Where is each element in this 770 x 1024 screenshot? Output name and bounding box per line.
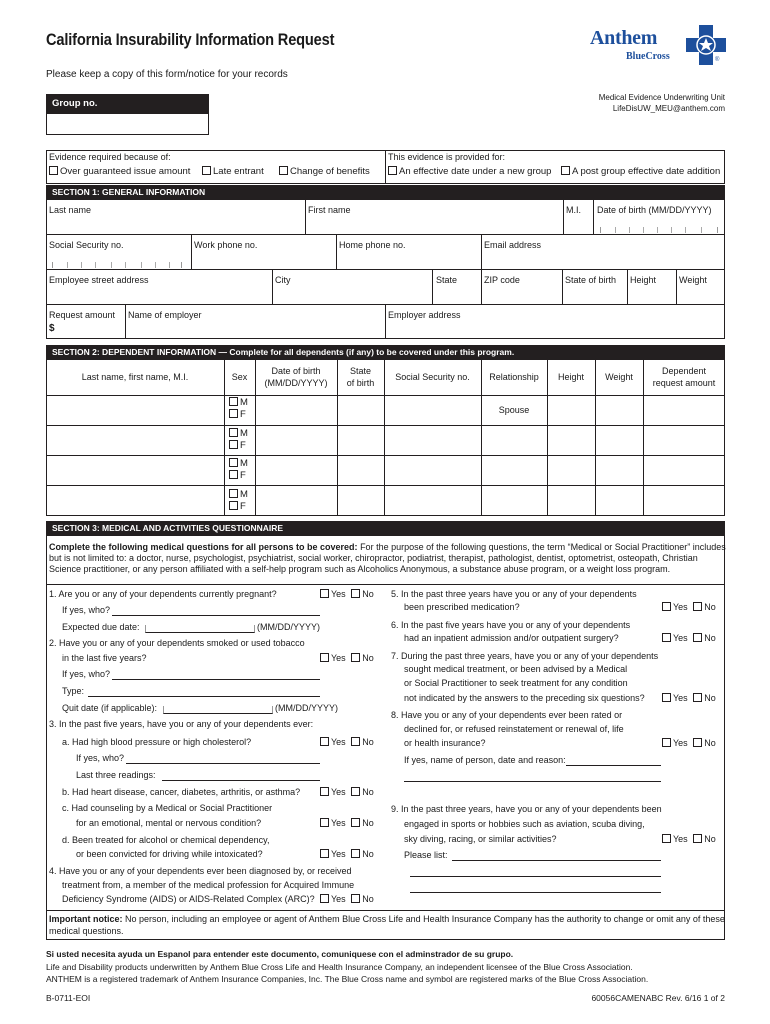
- state-of-birth-field[interactable]: State of birth: [565, 275, 617, 285]
- q7-answer[interactable]: Yes No: [662, 693, 716, 704]
- logo-wordmark: Anthem: [590, 27, 658, 49]
- q7-line1: 7. During the past three years, have you or any of your dependents: [391, 651, 659, 661]
- street-field[interactable]: Employee street address: [49, 275, 149, 285]
- group-no-field[interactable]: [46, 113, 209, 135]
- logo-bluecross: BlueCross: [626, 51, 670, 62]
- subtitle: Please keep a copy of this form/notice for your records: [46, 69, 288, 80]
- q8-reason: If yes, name of person, date and reason:: [404, 755, 566, 765]
- quit-date-field[interactable]: [163, 706, 273, 714]
- checkbox[interactable]: [229, 458, 238, 467]
- q2-line1: 2. Have you or any of your dependents smoked or used tobacco: [49, 638, 305, 648]
- form-number: B-0711-EOI: [46, 993, 91, 1003]
- q3a: a. Had high blood pressure or high cholesterol?: [62, 737, 252, 747]
- q5-answer[interactable]: Yes No: [662, 602, 716, 613]
- important-notice-2: medical questions.: [49, 926, 124, 936]
- q4-line3: Deficiency Syndrome (AIDS) or AIDS-Related Complex (ARC)?: [62, 894, 315, 904]
- checkbox[interactable]: [229, 428, 238, 437]
- option-change-benefits[interactable]: Change of benefits: [279, 166, 370, 177]
- checkbox[interactable]: [279, 166, 288, 175]
- intro-line2: but is not limited to: a doctor, nurse, psychologist, psychiatrist, social worker, chiropractor, podiatrist, therapist, pathologist, dentist, optometrist, osteopath, Christian: [49, 553, 698, 563]
- q3c-line1: c. Had counseling by a Medical or Social Practitioner: [62, 803, 273, 813]
- q3a-who: If yes, who?: [76, 753, 125, 763]
- spouse-label: Spouse: [498, 405, 530, 415]
- q9-answer[interactable]: Yes No: [662, 834, 716, 845]
- option-guaranteed[interactable]: Over guaranteed issue amount: [49, 166, 190, 177]
- q9-list-line2[interactable]: [410, 876, 661, 877]
- unit-name: Medical Evidence Underwriting Unit: [598, 93, 725, 102]
- q8-line1: 8. Have you or any of your dependents ever been rated or: [391, 710, 623, 720]
- ssn-ticks: [52, 262, 182, 268]
- q7-line4: not indicated by the answers to the preceding six questions?: [404, 693, 645, 703]
- sex-f-2[interactable]: F: [229, 440, 246, 451]
- q1-who-line[interactable]: [112, 615, 320, 616]
- section2-header: SECTION 2: DEPENDENT INFORMATION — Complete for all dependents (if any) to be covered under this program.: [46, 345, 725, 359]
- work-phone-field[interactable]: Work phone no.: [194, 240, 258, 250]
- checkbox[interactable]: [229, 489, 238, 498]
- q9-list-line1[interactable]: [452, 860, 661, 861]
- zip-field[interactable]: ZIP code: [484, 275, 520, 285]
- home-phone-field[interactable]: Home phone no.: [339, 240, 406, 250]
- checkbox[interactable]: [202, 166, 211, 175]
- q3d-answer[interactable]: Yes No: [320, 849, 374, 860]
- underwriting-unit: [560, 92, 725, 114]
- q6-line1: 6. In the past five years have you or any of your dependents: [391, 620, 631, 630]
- q4-answer[interactable]: Yes No: [320, 894, 374, 905]
- q1: 1. Are you or any of your dependents currently pregnant?: [49, 589, 277, 599]
- checkbox[interactable]: [49, 166, 58, 175]
- q3b-answer[interactable]: Yes No: [320, 787, 374, 798]
- q2-format: (MM/DD/YYYY): [275, 703, 338, 713]
- employer-name-field[interactable]: Name of employer: [128, 310, 202, 320]
- first-name-field[interactable]: First name: [308, 205, 351, 215]
- registered-mark: ®: [715, 57, 720, 63]
- col-state-birth: State of birth: [346, 366, 375, 388]
- col-name: Last name, first name, M.I.: [81, 372, 189, 382]
- q2-quit: Quit date (if applicable):: [62, 703, 158, 713]
- option-new-group[interactable]: An effective date under a new group: [388, 166, 551, 177]
- checkbox[interactable]: [388, 166, 397, 175]
- evidence-because-label: Evidence required because of:: [49, 152, 171, 162]
- sex-m-4[interactable]: M: [229, 489, 248, 500]
- q7-line3: or Social Practitioner to seek treatment for any condition: [404, 678, 628, 688]
- q3c-line2: for an emotional, mental or nervous condition?: [76, 818, 262, 828]
- q3: 3. In the past five years, have you or any of your dependents ever:: [49, 719, 314, 729]
- checkbox[interactable]: [229, 470, 238, 479]
- request-amount-field[interactable]: Request amount: [49, 310, 116, 320]
- col-dob: Date of birth (MM/DD/YYYY): [264, 366, 328, 388]
- sex-f-1[interactable]: F: [229, 409, 246, 420]
- q3a-readings: Last three readings:: [76, 770, 156, 780]
- checkbox[interactable]: [561, 166, 570, 175]
- q5-line1: 5. In the past three years have you or any of your dependents: [391, 589, 637, 599]
- q9-list: Please list:: [404, 850, 448, 860]
- q8-reason-line1[interactable]: [566, 765, 661, 766]
- dollar-sign: $: [49, 323, 55, 334]
- intro-line1: Complete the following medical questions for all persons to be covered: For the purpose of the following questions, the term “Medical or Social Practitioner” includes: [49, 542, 726, 552]
- q3d-line2: or been convicted for driving while intoxicated?: [76, 849, 263, 859]
- q7-line2: sought medical treatment, or been advised by a Medical: [404, 664, 628, 674]
- q2-type: Type:: [62, 686, 85, 696]
- q3a-readings-line[interactable]: [162, 780, 320, 781]
- col-dep-amount: Dependent request amount: [652, 366, 716, 388]
- email-field[interactable]: Email address: [484, 240, 542, 250]
- col-weight: Weight: [605, 372, 633, 382]
- option-late-entrant[interactable]: Late entrant: [202, 166, 264, 177]
- q6-answer[interactable]: Yes No: [662, 633, 716, 644]
- q9-line1: 9. In the past three years, have you or any of your dependents been: [391, 804, 662, 814]
- sex-m-1[interactable]: M: [229, 397, 248, 408]
- weight-field[interactable]: Weight: [679, 275, 707, 285]
- col-relationship: Relationship: [489, 372, 539, 382]
- state-field[interactable]: State: [436, 275, 458, 285]
- q1-answer[interactable]: Yes No: [320, 589, 374, 600]
- last-name-field[interactable]: Last name: [49, 205, 92, 215]
- dob-field[interactable]: Date of birth (MM/DD/YYYY): [597, 205, 712, 215]
- q6-line2: had an inpatient admission and/or outpatient surgery?: [404, 633, 619, 643]
- q8-line2: declined for, or refused reinstatement or renewal of, life: [404, 724, 624, 734]
- footer-line2: ANTHEM is a registered trademark of Anthem Insurance Companies, Inc. The Blue Cross name and symbol are registered marks of the Blue Cross Association.: [46, 974, 649, 984]
- q8-answer[interactable]: Yes No: [662, 738, 716, 749]
- q2-who: If yes, who?: [62, 669, 111, 679]
- sex-m-3[interactable]: M: [229, 458, 248, 469]
- page-title: California Insurability Information Request: [46, 30, 335, 49]
- q3b: b. Had heart disease, cancer, diabetes, arthritis, or asthma?: [62, 787, 301, 797]
- checkbox[interactable]: [229, 501, 238, 510]
- unit-email[interactable]: LifeDisUW_MEU@anthem.com: [612, 104, 725, 113]
- q3c-answer[interactable]: Yes No: [320, 818, 374, 829]
- employer-address-field[interactable]: Employer address: [388, 310, 461, 320]
- q3a-answer[interactable]: Yes No: [320, 737, 374, 748]
- due-date-field[interactable]: [145, 625, 255, 633]
- q4-line1: 4. Have you or any of your dependents ever been diagnosed by, or received: [49, 866, 352, 876]
- sex-f-3[interactable]: F: [229, 470, 246, 481]
- q5-line2: been prescribed medication?: [404, 602, 520, 612]
- q3a-who-line[interactable]: [126, 763, 320, 764]
- q2-line2: in the last five years?: [62, 653, 147, 663]
- intro-line3: Science practitioner, or any person affiliated with a self-help program such as Alcoholics Anonymous, a substance abuse program, or a weight loss program.: [49, 564, 671, 574]
- q2-type-line[interactable]: [88, 696, 320, 697]
- q3d-line1: d. Been treated for alcohol or chemical dependency,: [62, 835, 270, 845]
- q9-list-line3[interactable]: [410, 892, 661, 893]
- evidence-provided-label: This evidence is provided for:: [388, 152, 506, 162]
- q8-reason-line2[interactable]: [404, 781, 661, 782]
- group-no-label: Group no.: [46, 94, 209, 113]
- q1-due: Expected due date:: [62, 622, 140, 632]
- important-notice: Important notice: No person, including an employee or agent of Anthem Blue Cross Life and Health Insurance Company has the authority to change or omit any of these: [49, 914, 725, 924]
- blue-cross-logo-icon: [686, 25, 726, 65]
- dob-ticks: [600, 227, 718, 233]
- q2-answer[interactable]: Yes No: [320, 653, 374, 664]
- revision-page: 60056CAMENABC Rev. 6/16 1 of 2: [591, 993, 725, 1003]
- q2-who-line[interactable]: [112, 679, 320, 680]
- sex-f-4[interactable]: F: [229, 501, 246, 512]
- sex-m-2[interactable]: M: [229, 428, 248, 439]
- col-height: Height: [557, 372, 584, 382]
- checkbox[interactable]: [229, 397, 238, 406]
- q1-format: (MM/DD/YYYY): [257, 622, 320, 632]
- q9-line2: engaged in sports or hobbies such as aviation, scuba diving,: [404, 819, 645, 829]
- checkbox[interactable]: [229, 409, 238, 418]
- spanish-notice: Si usted necesita ayuda un Espanol para entender este documento, comuniquese con el adminstrador de su grupo.: [46, 949, 514, 959]
- ssn-field[interactable]: Social Security no.: [49, 240, 124, 250]
- col-sex: Sex: [231, 372, 248, 382]
- footer-line1: Life and Disability products underwritten by Anthem Blue Cross Life and Health Insurance Company, an independent licensee of the Blue Cross Association.: [46, 962, 633, 972]
- q1-who: If yes, who?: [62, 605, 111, 615]
- col-ssn: Social Security no.: [395, 372, 470, 382]
- q8-line3: or health insurance?: [404, 738, 486, 748]
- mi-field[interactable]: M.I.: [566, 205, 581, 215]
- q9-line3: sky diving, racing, or similar activities?: [404, 834, 557, 844]
- option-post-group[interactable]: A post group effective date addition: [561, 166, 720, 177]
- q4-line2: treatment from, a member of the medical profession for Acquired Immune: [62, 880, 355, 890]
- height-field[interactable]: Height: [630, 275, 657, 285]
- city-field[interactable]: City: [275, 275, 291, 285]
- section1-header: SECTION 1: GENERAL INFORMATION: [46, 185, 725, 199]
- section3-header: SECTION 3: MEDICAL AND ACTIVITIES QUESTIONNAIRE: [46, 521, 725, 535]
- checkbox[interactable]: [229, 440, 238, 449]
